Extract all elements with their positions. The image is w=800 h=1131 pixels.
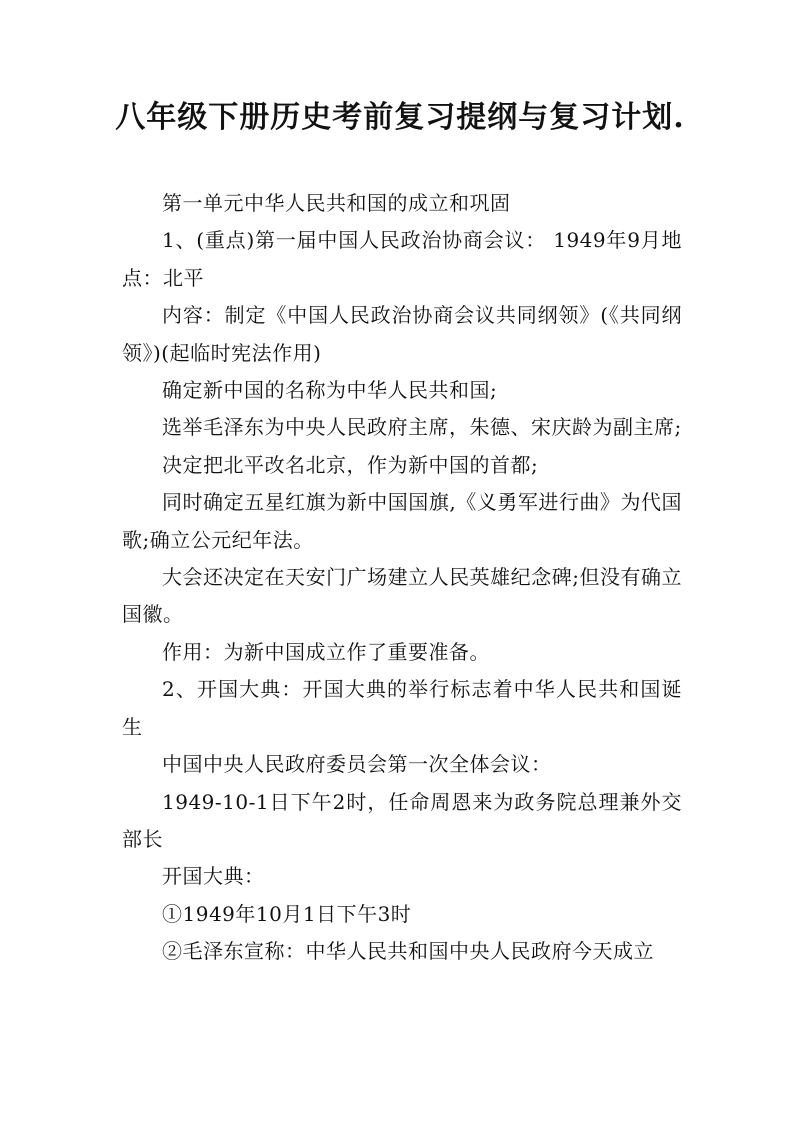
paragraph: ①1949年10月1日下午3时 (162, 901, 412, 926)
document-title: 八年级下册历史考前复习提纲与复习计划. (115, 100, 685, 135)
paragraph: 决定把北平改名北京，作为新中国的首都; (162, 452, 539, 477)
paragraph: 1、(重点)第一届中国人民政治协商会议： 1949年9月地点：北平 (122, 228, 682, 290)
document-body (122, 185, 682, 971)
paragraph: 内容：制定《中国人民政治协商会议共同纲领》(《共同纲领》)(起临时宪法作用) (122, 303, 682, 365)
paragraph: 同时确定五星红旗为新中国国旗,《义勇军进行曲》为代国歌;确立公元纪年法。 (122, 490, 682, 552)
paragraph: 2、开国大典：开国大典的举行标志着中华人民共和国诞生 (122, 677, 682, 739)
paragraph: 大会还决定在天安门广场建立人民英雄纪念碑;但没有确立国徽。 (122, 565, 682, 627)
paragraph: 开国大典： (162, 864, 265, 889)
paragraph: 作用：为新中国成立作了重要准备。 (162, 639, 490, 664)
unit-heading: 第一单元中华人民共和国的成立和巩固 (162, 191, 511, 215)
paragraph: ②毛泽东宣称：中华人民共和国中央人民政府今天成立 (162, 939, 654, 964)
paragraph: 确定新中国的名称为中华人民共和国; (162, 378, 498, 403)
paragraph: 1949-10-1日下午2时，任命周恩来为政务院总理兼外交部长 (122, 789, 682, 851)
paragraph: 中国中央人民政府委员会第一次全体会议： (162, 752, 552, 777)
paragraph: 选举毛泽东为中央人民政府主席，朱德、宋庆龄为副主席; (162, 415, 682, 440)
